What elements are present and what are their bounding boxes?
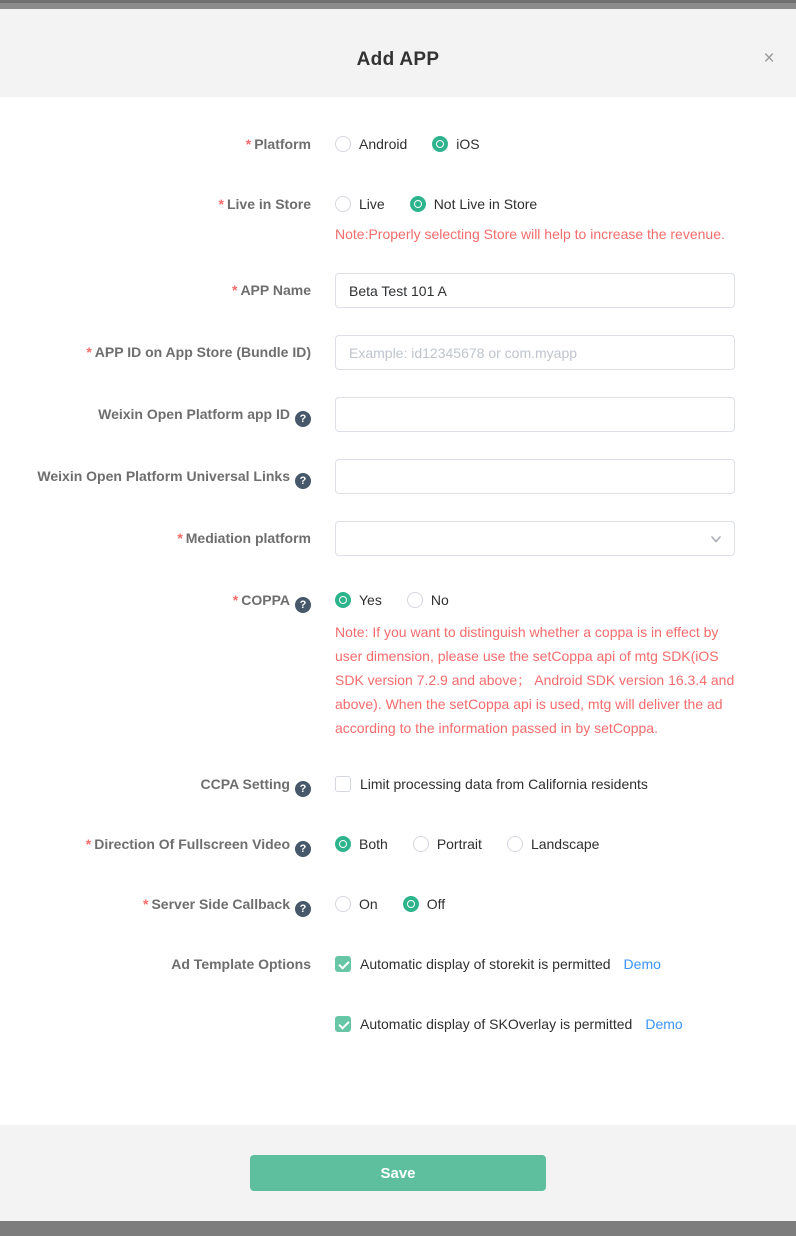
radio-direction-both[interactable]: Both <box>335 836 388 852</box>
modal-title: Add APP <box>356 49 440 70</box>
platform-label: * Platform <box>245 136 311 152</box>
direction-fullscreen-video-label: * Direction Of Fullscreen Video ? <box>0 827 311 857</box>
form-row-server-side-callback <box>0 887 796 920</box>
coppa-note: Note: If you want to distinguish whether a coppa is in effect by user dimension, please use the setCoppa api of mtg SDK(iOS SDK version 7.2.9 and above； Android SDK version 16.3.4 and above). When the setCoppa api is used, mtg will deliver the ad according to the information passed in by setCoppa. <box>335 624 735 736</box>
checkbox-checked-icon <box>335 1016 351 1032</box>
radio-coppa-no[interactable]: No <box>407 592 449 608</box>
modal-body <box>0 97 796 1125</box>
form-row-direction-fullscreen-video <box>0 827 796 860</box>
weixin-app-id-input[interactable] <box>335 397 735 432</box>
help-icon[interactable]: ? <box>295 597 311 613</box>
form-row-weixin-app-id <box>0 397 796 432</box>
required-marker: * <box>86 344 92 360</box>
page-bottom-background <box>0 1221 796 1236</box>
app-name-input[interactable] <box>335 273 735 308</box>
radio-callback-on[interactable]: On <box>335 896 378 912</box>
radio-unselected-icon <box>335 136 351 152</box>
radio-platform-android[interactable]: Android <box>335 136 407 152</box>
weixin-universal-links-input[interactable] <box>335 459 735 494</box>
radio-unselected-icon <box>407 592 423 608</box>
skoverlay-demo-link[interactable]: Demo <box>645 1015 683 1032</box>
required-marker: * <box>85 836 92 852</box>
mediation-platform-select[interactable] <box>335 521 735 556</box>
form-row-weixin-universal-links <box>0 459 796 494</box>
help-icon[interactable]: ? <box>295 781 311 797</box>
radio-selected-icon <box>403 896 419 912</box>
help-icon[interactable]: ? <box>295 473 311 489</box>
help-icon[interactable]: ? <box>295 901 311 917</box>
checkbox-skoverlay-permitted[interactable]: Automatic display of SKOverlay is permitted <box>335 1016 632 1032</box>
radio-unselected-icon <box>335 896 351 912</box>
help-icon[interactable]: ? <box>295 841 311 857</box>
radio-live[interactable]: Live <box>335 196 385 212</box>
live-in-store-label: * Live in Store <box>218 196 311 212</box>
required-marker: * <box>245 136 252 152</box>
radio-selected-icon <box>335 836 351 852</box>
coppa-label: * COPPA ? <box>0 583 311 613</box>
chevron-down-icon <box>709 532 723 546</box>
modal-header <box>0 9 796 97</box>
add-app-modal <box>0 9 796 1221</box>
checkbox-unchecked-icon <box>335 776 351 792</box>
radio-platform-ios[interactable]: iOS <box>432 136 479 152</box>
radio-direction-portrait[interactable]: Portrait <box>413 836 482 852</box>
live-in-store-note: Note:Properly selecting Store will help to increase the revenue. <box>335 226 725 242</box>
required-marker: * <box>143 896 149 912</box>
form-row-ad-template-options <box>0 947 796 1040</box>
weixin-universal-links-label: Weixin Open Platform Universal Links ? <box>0 459 311 489</box>
required-marker: * <box>177 530 183 546</box>
required-marker: * <box>231 282 238 298</box>
radio-coppa-yes[interactable]: Yes <box>335 592 382 608</box>
required-marker: * <box>218 196 224 212</box>
server-side-callback-label: * Server Side Callback ? <box>0 887 311 917</box>
storekit-demo-link[interactable]: Demo <box>623 955 661 972</box>
radio-selected-icon <box>335 592 351 608</box>
ad-template-options-label: Ad Template Options <box>171 956 311 972</box>
weixin-app-id-label: Weixin Open Platform app ID ? <box>0 397 311 427</box>
checkbox-ccpa-limit-processing[interactable]: Limit processing data from California residents <box>335 776 648 792</box>
form-row-app-name <box>0 273 796 308</box>
radio-unselected-icon <box>335 196 351 212</box>
form-row-ccpa-setting <box>0 767 796 800</box>
close-icon[interactable]: × <box>759 49 779 69</box>
app-id-input[interactable] <box>335 335 735 370</box>
radio-unselected-icon <box>413 836 429 852</box>
radio-callback-off[interactable]: Off <box>403 896 445 912</box>
help-icon[interactable]: ? <box>295 411 311 427</box>
radio-unselected-icon <box>507 836 523 852</box>
form-row-app-id <box>0 335 796 370</box>
form-row-platform <box>0 127 796 160</box>
modal-footer <box>0 1125 796 1221</box>
required-marker: * <box>232 592 239 608</box>
save-button[interactable]: Save <box>250 1155 546 1191</box>
checkbox-storekit-permitted[interactable]: Automatic display of storekit is permitted <box>335 956 611 972</box>
radio-selected-icon <box>432 136 448 152</box>
app-id-label: * APP ID on App Store (Bundle ID) <box>86 344 311 360</box>
mediation-platform-label: * Mediation platform <box>177 530 311 546</box>
form-row-coppa <box>0 583 796 740</box>
ccpa-setting-label: CCPA Setting ? <box>0 767 311 797</box>
page-top-background <box>0 0 796 9</box>
form-row-live-in-store <box>0 187 796 246</box>
radio-direction-landscape[interactable]: Landscape <box>507 836 600 852</box>
form-row-mediation-platform <box>0 521 796 556</box>
checkbox-checked-icon <box>335 956 351 972</box>
app-name-label: * APP Name <box>231 282 311 298</box>
radio-not-live-in-store[interactable]: Not Live in Store <box>410 196 538 212</box>
radio-selected-icon <box>410 196 426 212</box>
